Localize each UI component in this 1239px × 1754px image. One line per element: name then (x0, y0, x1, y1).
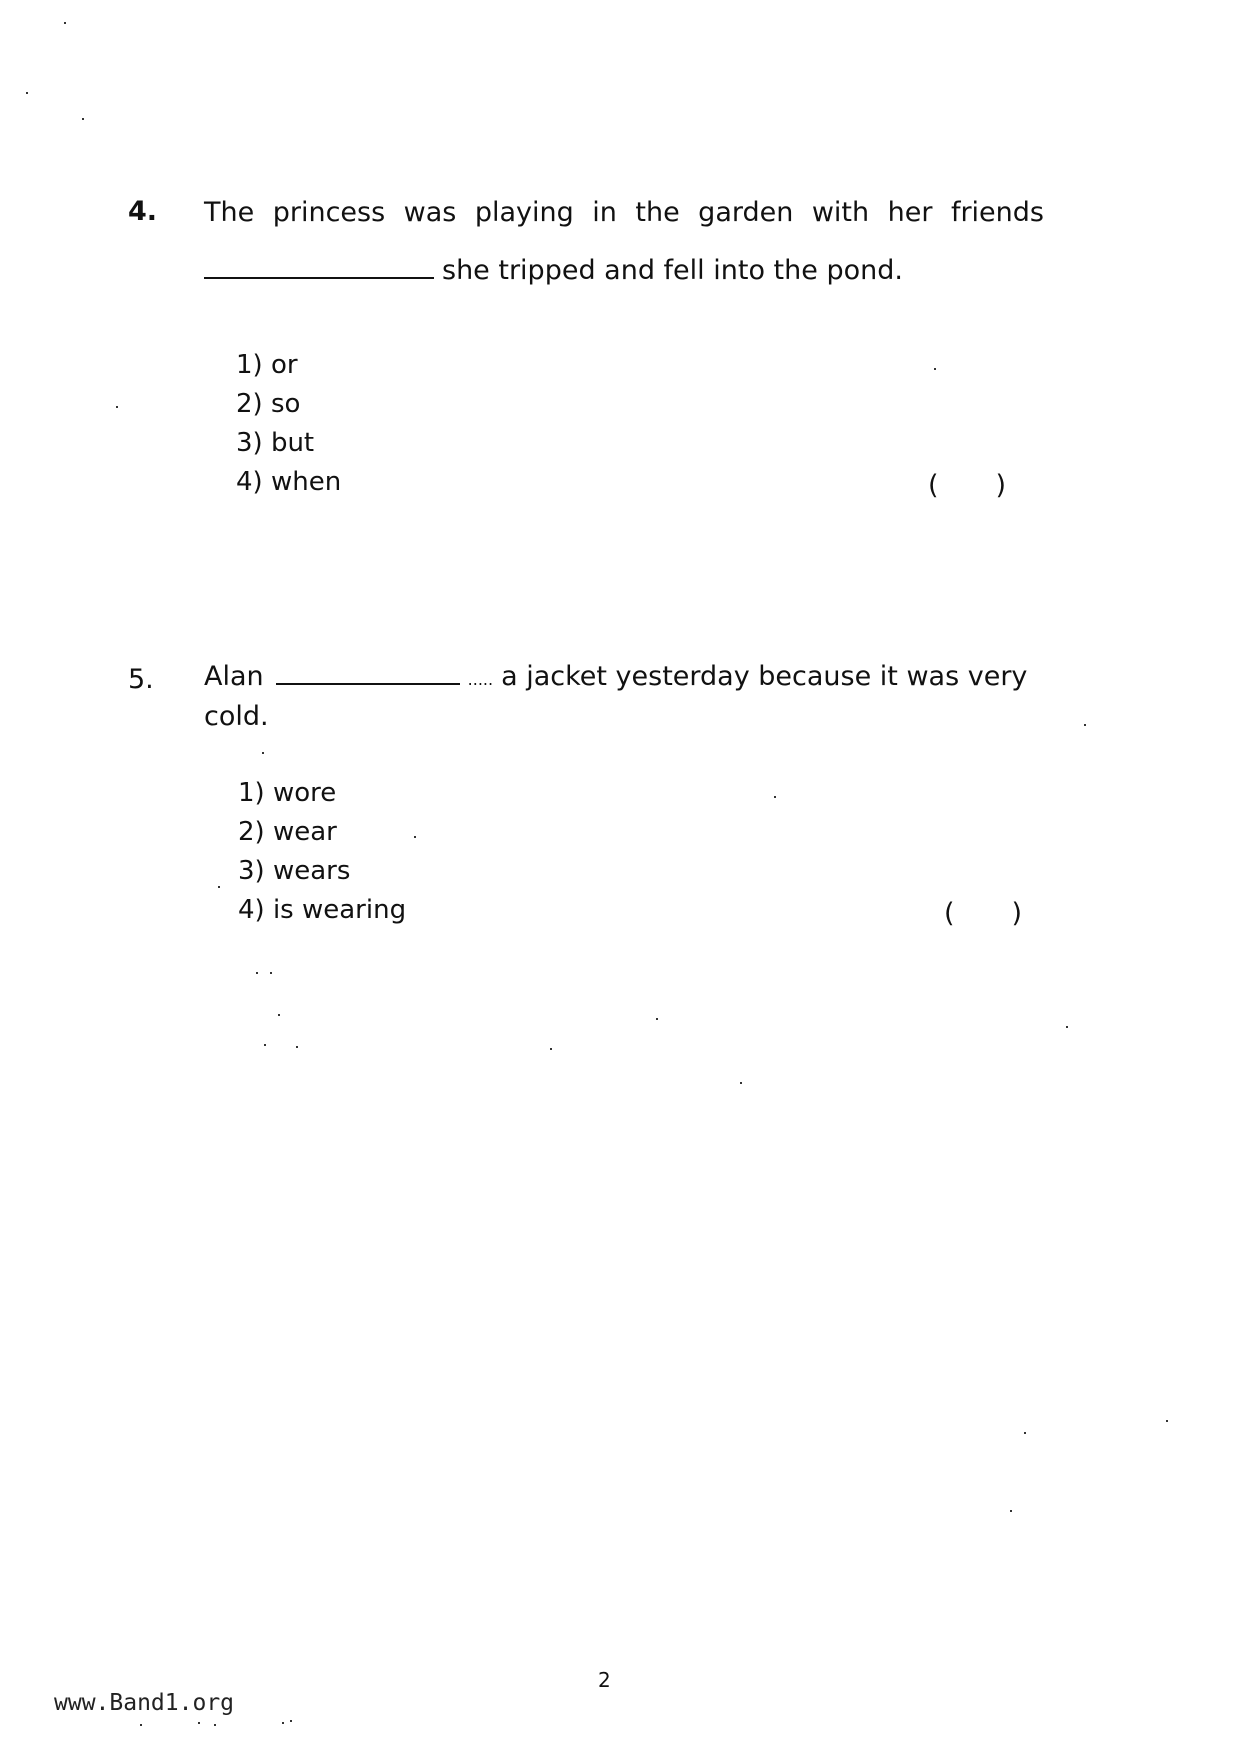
question-text-line-2: cold. (204, 701, 269, 732)
watermark-url: www.Band1.org (54, 1690, 235, 1716)
scan-speck (296, 1046, 298, 1048)
scan-speck (264, 1044, 266, 1046)
scan-speck (262, 752, 264, 754)
bracket-close: ) (995, 470, 1006, 501)
option-1[interactable]: 1) wore (238, 778, 337, 808)
scan-speck (290, 1720, 292, 1722)
option-3[interactable]: 3) wears (238, 856, 351, 886)
scan-speck (1084, 724, 1086, 726)
option-2[interactable]: 2) wear (238, 817, 337, 847)
option-1[interactable]: 1) or (236, 350, 298, 380)
scan-speck (270, 972, 272, 974)
question-number: 5. (128, 664, 154, 695)
scan-speck (414, 836, 416, 838)
scan-speck (82, 118, 84, 120)
scan-speck (934, 368, 936, 370)
option-4[interactable]: 4) is wearing (238, 895, 407, 925)
answer-box-5[interactable] (944, 898, 1022, 929)
bracket-open: ( (944, 898, 955, 929)
subject: Alan (204, 661, 264, 692)
scan-speck (198, 1722, 200, 1724)
question-5-options (238, 774, 406, 930)
scan-speck (214, 1724, 216, 1726)
question-text-line-2 (204, 242, 1044, 300)
bracket-close: ) (1011, 898, 1022, 929)
page-number: 2 (598, 1668, 611, 1692)
question-text-line-1: The princess was playing in the garden with her friends (204, 197, 1044, 228)
scan-speck (774, 796, 776, 798)
option-2[interactable]: 2) so (236, 389, 301, 419)
scan-speck (278, 1014, 280, 1016)
answer-blank[interactable] (276, 682, 460, 685)
scan-speck (26, 92, 28, 94)
option-4[interactable]: 4) when (236, 467, 342, 497)
scan-speck (116, 406, 118, 408)
scan-speck (1010, 1510, 1012, 1512)
scan-speck (1166, 1420, 1168, 1422)
scan-speck (1024, 1432, 1026, 1434)
answer-box-4[interactable] (928, 470, 1006, 501)
question-text-line-1-rest: a jacket yesterday because it was very (501, 661, 1028, 692)
bracket-open: ( (928, 470, 939, 501)
scan-speck (218, 886, 220, 888)
question-text-line-2-rest: she tripped and fell into the pond. (442, 255, 903, 286)
dots: ..... (467, 670, 494, 689)
scan-speck (282, 1722, 284, 1724)
scan-speck (64, 22, 66, 24)
question-number: 4. (128, 196, 158, 227)
scan-speck (140, 1724, 142, 1726)
scan-speck (550, 1048, 552, 1050)
scan-speck (256, 972, 258, 974)
scan-speck (656, 1018, 658, 1020)
option-3[interactable]: 3) but (236, 428, 315, 458)
answer-blank[interactable] (204, 276, 434, 279)
scan-speck (740, 1082, 742, 1084)
scan-speck (1066, 1026, 1068, 1028)
question-4-options (236, 346, 341, 502)
